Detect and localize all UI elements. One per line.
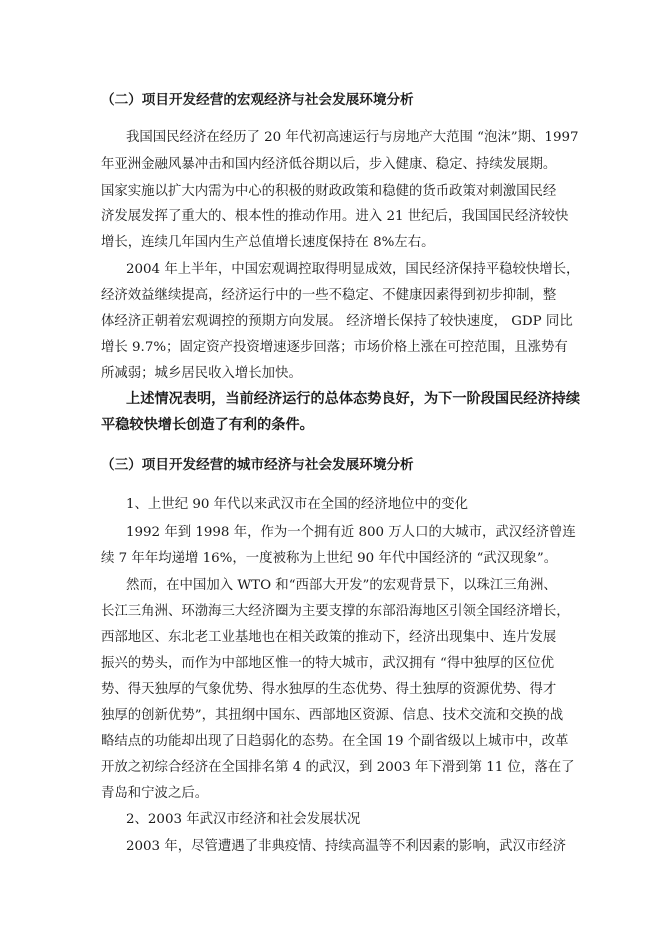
paragraph-line: 增长 9.7%；固定资产投资增速逐步回落；市场价格上涨在可控范围，且涨势有 xyxy=(101,340,568,355)
paragraph-line: 2003 年，尽管遭遇了非典疫情、持续高温等不利因素的影响，武汉市经济 xyxy=(126,839,567,854)
paragraph-line: 势、得天独厚的气象优势、得水独厚的生态优势、得土独厚的资源优势、得才 xyxy=(101,682,557,697)
paragraph-line: 略结点的功能却出现了日趋弱化的态势。在全国 19 个副省级以上城市中，改革 xyxy=(101,734,569,749)
paragraph-line: 2004 年上半年，中国宏观调控取得明显成效，国民经济保持平稳较快增长， xyxy=(126,262,580,277)
paragraph-line: 所减弱；城乡居民收入增长加快。 xyxy=(101,366,302,381)
conclusion-line: 平稳较快增长创造了有利的条件。 xyxy=(101,417,314,433)
section-3-heading: （三）项目开发经营的城市经济与社会发展环境分析 xyxy=(101,457,414,473)
paragraph-line: 然而，在中国加入 WTO 和“西部大开发”的宏观背景下，以珠江三角洲、 xyxy=(126,578,557,593)
paragraph-line: 增长，连续几年国内生产总值增长速度保持在 8%左右。 xyxy=(101,235,435,250)
paragraph-line: 西部地区、东北老工业基地也在相关政策的推动下，经济出现集中、连片发展 xyxy=(101,630,557,645)
paragraph-line: 续 7 年年均递增 16%，一度被称为上世纪 90 年代中国经济的 “武汉现象”。 xyxy=(101,551,558,566)
paragraph-line: 长江三角洲、环渤海三大经济圈为主要支撑的东部沿海地区引领全国经济增长， xyxy=(101,604,570,619)
paragraph-line: 年亚洲金融风暴冲击和国内经济低谷期以后，步入健康、稳定、持续发展期。 xyxy=(101,157,557,172)
paragraph-line: 振兴的势头，而作为中部地区惟一的特大城市，武汉拥有 “得中独厚的区位优 xyxy=(101,656,554,671)
subheading: 2、2003 年武汉市经济和社会发展状况 xyxy=(126,812,361,827)
paragraph-line: 1992 年到 1998 年，作为一个拥有近 800 万人口的大城市，武汉经济曾连 xyxy=(126,525,576,540)
section-2-heading: （二）项目开发经营的宏观经济与社会发展环境分析 xyxy=(101,92,414,108)
paragraph-line: 开放之初综合经济在全国排名第 4 的武汉，到 2003 年下滑到第 11 位，落在了 xyxy=(101,760,575,775)
paragraph-line: 国家实施以扩大内需为中心的积极的财政政策和稳健的货币政策对刺激国民经 xyxy=(101,184,557,199)
paragraph-line: 青岛和宁波之后。 xyxy=(101,786,209,801)
subheading: 1、上世纪 90 年代以来武汉市在全国的经济地位中的变化 xyxy=(126,497,469,512)
paragraph-line: 我国国民经济在经历了 20 年代初高速运行与房地产大范围 “泡沫”期、1997 xyxy=(126,130,579,145)
paragraph-line: 体经济正朝着宏观调控的预期方向发展。 经济增长保持了较快速度， GDP 同比 xyxy=(101,314,573,329)
paragraph-line: 济发展发挥了重大的、根本性的推动作用。进入 21 世纪后，我国国民经济较快 xyxy=(101,209,569,224)
paragraph-line: 经济效益继续提高，经济运行中的一些不稳定、不健康因素得到初步抑制，整 xyxy=(101,288,557,303)
paragraph-line: 独厚的创新优势”，其扭纲中国东、西部地区资源、信息、技术交流和交换的战 xyxy=(101,708,564,723)
conclusion-line: 上述情况表明，当前经济运行的总体态势良好，为下一阶段国民经济持续 xyxy=(126,391,581,407)
